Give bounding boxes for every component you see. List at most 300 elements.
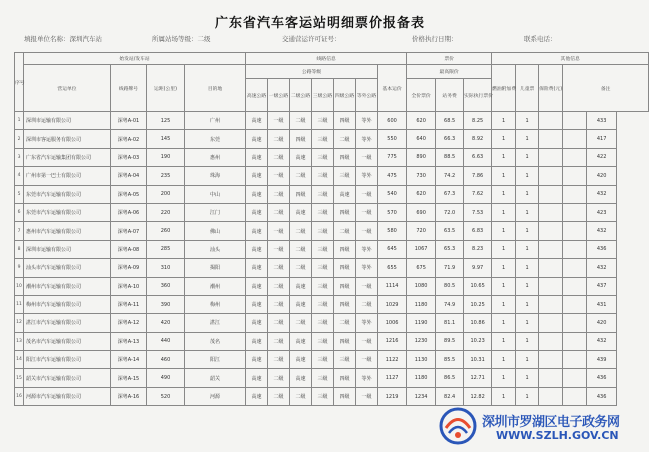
- info-field: 填报单位名称：深圳汽车站: [24, 35, 102, 43]
- row-destination: 韶关: [185, 369, 246, 387]
- row-base: 1219: [378, 387, 407, 405]
- row-road: 二级: [290, 167, 312, 185]
- row-seq: 7: [15, 222, 24, 240]
- table-row: [15, 259, 649, 277]
- row-note: 417: [587, 130, 617, 148]
- row-road: 二级: [290, 387, 312, 405]
- header-other-group: 其他信息: [492, 53, 649, 65]
- row-ins: 1: [516, 203, 539, 221]
- row-price: 1234: [407, 387, 436, 405]
- row-license: 深粤A-04: [111, 167, 147, 185]
- row-road: 三级: [312, 295, 334, 313]
- row-road: 一级: [268, 167, 290, 185]
- row-price: 720: [407, 222, 436, 240]
- row-seq: 15: [15, 369, 24, 387]
- row-blank: [563, 203, 587, 221]
- row-license: 深粤A-08: [111, 240, 147, 258]
- info-field: 所属站场等级：二级: [152, 35, 211, 43]
- row-road: 一级: [268, 222, 290, 240]
- row-child: 1: [492, 240, 516, 258]
- row-base: 1216: [378, 332, 407, 350]
- row-note: 420: [587, 167, 617, 185]
- row-road: 三级: [312, 167, 334, 185]
- row-destination: 汕头: [185, 240, 246, 258]
- table-row: [15, 277, 649, 295]
- row-road: 高速: [246, 222, 268, 240]
- row-road: 高速: [290, 148, 312, 166]
- row-road: 四级: [334, 332, 356, 350]
- row-road: 等外: [356, 112, 378, 130]
- row-road: 高速: [246, 203, 268, 221]
- row-destination: 珠海: [185, 167, 246, 185]
- table-row: [15, 167, 649, 185]
- row-blank: [539, 387, 563, 405]
- row-road: 三级: [312, 203, 334, 221]
- header-base-price: 基本运价: [378, 65, 407, 112]
- row-destination: 东莞: [185, 130, 246, 148]
- header-license: 线路牌号: [111, 65, 147, 112]
- row-road: 等外: [356, 369, 378, 387]
- row-distance: 310: [147, 259, 185, 277]
- row-road: 三级: [312, 148, 334, 166]
- row-distance: 190: [147, 148, 185, 166]
- row-note: 433: [587, 112, 617, 130]
- table-row: [15, 369, 649, 387]
- row-base: 570: [378, 203, 407, 221]
- row-road: 高速: [246, 332, 268, 350]
- header-actual-fare: 实际执行票价: [464, 79, 492, 112]
- row-road: 等外: [356, 167, 378, 185]
- row-fare: 72.0: [436, 203, 464, 221]
- row-destination: 阳江: [185, 351, 246, 369]
- row-oil: 6.63: [464, 148, 492, 166]
- row-blank: [539, 167, 563, 185]
- row-road: 二级: [334, 314, 356, 332]
- row-seq: 16: [15, 387, 24, 405]
- row-distance: 440: [147, 332, 185, 350]
- row-note: 432: [587, 259, 617, 277]
- row-price: 1067: [407, 240, 436, 258]
- row-company: 韶关市汽车运输有限公司: [24, 369, 111, 387]
- row-oil: 12.82: [464, 387, 492, 405]
- row-child: 1: [492, 332, 516, 350]
- header-distance: 运距(公里): [147, 65, 185, 112]
- row-distance: 200: [147, 185, 185, 203]
- row-price: 675: [407, 259, 436, 277]
- header-insurance: 保险费(元): [539, 65, 563, 112]
- row-blank: [539, 203, 563, 221]
- row-ins: 1: [516, 222, 539, 240]
- row-company: 湛江市汽车运输有限公司: [24, 314, 111, 332]
- row-blank: [563, 222, 587, 240]
- row-license: 深粤A-13: [111, 332, 147, 350]
- row-fare: 80.5: [436, 277, 464, 295]
- row-blank: [539, 130, 563, 148]
- row-fare: 88.5: [436, 148, 464, 166]
- row-road: 二级: [268, 185, 290, 203]
- row-base: 1006: [378, 314, 407, 332]
- row-license: 深粤A-07: [111, 222, 147, 240]
- row-road: 二级: [334, 130, 356, 148]
- row-blank: [539, 332, 563, 350]
- row-destination: 梅州: [185, 295, 246, 313]
- row-ins: 1: [516, 369, 539, 387]
- row-blank: [539, 369, 563, 387]
- row-company: 阳江市汽车运输有限公司: [24, 351, 111, 369]
- row-destination: 揭阳: [185, 259, 246, 277]
- row-base: 645: [378, 240, 407, 258]
- row-destination: 茂名: [185, 332, 246, 350]
- row-road: 高速: [246, 112, 268, 130]
- row-road: 二级: [290, 240, 312, 258]
- row-license: 深粤A-05: [111, 185, 147, 203]
- row-oil: 12.71: [464, 369, 492, 387]
- row-price: 690: [407, 203, 436, 221]
- row-child: 1: [492, 185, 516, 203]
- row-road: 四级: [334, 148, 356, 166]
- row-road: 高速: [246, 148, 268, 166]
- page-title: 广东省汽车客运站明细票价报备表: [214, 16, 425, 31]
- header-road-group: 公路等级: [246, 65, 378, 79]
- row-fare: 67.3: [436, 185, 464, 203]
- row-road: 二级: [268, 369, 290, 387]
- table-row: [15, 222, 649, 240]
- row-oil: 10.23: [464, 332, 492, 350]
- row-note: 436: [587, 387, 617, 405]
- row-ins: 1: [516, 351, 539, 369]
- row-road: 三级: [312, 130, 334, 148]
- row-note: 423: [587, 203, 617, 221]
- row-road: 三级: [334, 167, 356, 185]
- header-note: 备注: [563, 65, 649, 112]
- row-road: 四级: [334, 112, 356, 130]
- table-row: [15, 314, 649, 332]
- row-child: 1: [492, 222, 516, 240]
- row-ins: 1: [516, 314, 539, 332]
- row-road: 三级: [312, 332, 334, 350]
- row-ins: 1: [516, 277, 539, 295]
- row-fare: 66.3: [436, 130, 464, 148]
- row-road: 二级: [268, 387, 290, 405]
- row-road: 高速: [246, 351, 268, 369]
- row-seq: 11: [15, 295, 24, 313]
- row-blank: [563, 130, 587, 148]
- row-road: 二级: [290, 314, 312, 332]
- info-field: 交通营运许可证号：: [282, 35, 341, 43]
- row-distance: 490: [147, 369, 185, 387]
- row-license: 深粤A-10: [111, 277, 147, 295]
- row-fare: 82.4: [436, 387, 464, 405]
- row-destination: 潮州: [185, 277, 246, 295]
- row-company: 广东省汽车运输集团有限公司: [24, 148, 111, 166]
- row-company: 河源市汽车运输有限公司: [24, 387, 111, 405]
- row-price: 620: [407, 185, 436, 203]
- row-fare: 74.2: [436, 167, 464, 185]
- row-road: 高速: [290, 295, 312, 313]
- row-company: 潮州市汽车运输有限公司: [24, 277, 111, 295]
- row-price: 1230: [407, 332, 436, 350]
- row-road: 三级: [312, 112, 334, 130]
- row-blank: [563, 259, 587, 277]
- row-road: 一级: [356, 185, 378, 203]
- row-road: 三级: [312, 369, 334, 387]
- row-blank: [563, 351, 587, 369]
- row-distance: 260: [147, 222, 185, 240]
- row-distance: 460: [147, 351, 185, 369]
- row-note: 432: [587, 222, 617, 240]
- row-blank: [563, 295, 587, 313]
- row-seq: 2: [15, 130, 24, 148]
- row-destination: 湛江: [185, 314, 246, 332]
- row-child: 1: [492, 369, 516, 387]
- row-note: 436: [587, 369, 617, 387]
- header-destination: 目的地: [185, 65, 246, 112]
- row-road: 二级: [290, 222, 312, 240]
- row-license: 深粤A-02: [111, 130, 147, 148]
- row-fare: 81.1: [436, 314, 464, 332]
- row-blank: [563, 387, 587, 405]
- row-company: 东莞市汽车运输有限公司: [24, 203, 111, 221]
- row-note: 432: [587, 332, 617, 350]
- table-row: [15, 148, 649, 166]
- row-road: 一级: [356, 351, 378, 369]
- row-road: 二级: [268, 351, 290, 369]
- row-oil: 10.86: [464, 314, 492, 332]
- header-road: 一级公路: [268, 79, 290, 112]
- row-road: 二级: [356, 295, 378, 313]
- row-road: 高速: [246, 387, 268, 405]
- watermark-url: WWW.SZLH.GOV.CN: [496, 429, 619, 442]
- row-base: 600: [378, 112, 407, 130]
- row-road: 二级: [268, 295, 290, 313]
- table-row: [15, 351, 649, 369]
- row-distance: 235: [147, 167, 185, 185]
- row-road: 高速: [246, 369, 268, 387]
- row-road: 四级: [290, 130, 312, 148]
- row-ins: 1: [516, 259, 539, 277]
- row-road: 三级: [312, 314, 334, 332]
- row-blank: [539, 185, 563, 203]
- row-road: 一级: [268, 112, 290, 130]
- header-company: 营运单位: [24, 65, 111, 112]
- row-fare: 65.3: [436, 240, 464, 258]
- row-blank: [563, 148, 587, 166]
- row-price: 890: [407, 148, 436, 166]
- row-distance: 520: [147, 387, 185, 405]
- info-field: 价格执行日期：: [412, 35, 458, 43]
- row-road: 四级: [334, 369, 356, 387]
- row-base: 1114: [378, 277, 407, 295]
- row-road: 高速: [246, 167, 268, 185]
- row-license: 深粤A-01: [111, 112, 147, 130]
- row-blank: [563, 332, 587, 350]
- row-road: 高速: [246, 314, 268, 332]
- row-license: 深粤A-03: [111, 148, 147, 166]
- row-road: 一级: [356, 203, 378, 221]
- watermark-logo: [438, 406, 638, 450]
- row-blank: [563, 185, 587, 203]
- row-ins: 1: [516, 240, 539, 258]
- row-child: 1: [492, 112, 516, 130]
- header-station-fee: 站务费: [436, 79, 464, 112]
- row-license: 深粤A-11: [111, 295, 147, 313]
- row-fare: 85.5: [436, 351, 464, 369]
- row-road: 四级: [334, 387, 356, 405]
- row-road: 等外: [356, 314, 378, 332]
- row-price: 1180: [407, 295, 436, 313]
- row-distance: 220: [147, 203, 185, 221]
- row-road: 三级: [312, 240, 334, 258]
- row-blank: [539, 295, 563, 313]
- table-row: [15, 130, 649, 148]
- row-blank: [563, 167, 587, 185]
- row-fare: 63.5: [436, 222, 464, 240]
- government-emblem-icon: [438, 406, 478, 446]
- row-company: 梅州市汽车运输有限公司: [24, 295, 111, 313]
- row-road: 一级: [356, 222, 378, 240]
- row-road: 一级: [356, 387, 378, 405]
- row-company: 东莞市汽车运输有限公司: [24, 185, 111, 203]
- row-road: 四级: [334, 277, 356, 295]
- row-company: 广州市第一巴士有限公司: [24, 167, 111, 185]
- header-road: 二级公路: [290, 79, 312, 112]
- row-ins: 1: [516, 148, 539, 166]
- row-price: 1190: [407, 314, 436, 332]
- header-oil: 燃油附加费: [492, 65, 516, 112]
- row-base: 1122: [378, 351, 407, 369]
- row-road: 等外: [356, 259, 378, 277]
- table-row: [15, 332, 649, 350]
- row-company: 深圳市运输有限公司: [24, 240, 111, 258]
- row-distance: 285: [147, 240, 185, 258]
- row-license: 深粤A-16: [111, 387, 147, 405]
- row-oil: 6.83: [464, 222, 492, 240]
- row-road: 四级: [334, 295, 356, 313]
- table-row: [15, 185, 649, 203]
- row-blank: [563, 314, 587, 332]
- row-ins: 1: [516, 167, 539, 185]
- row-price: 1180: [407, 369, 436, 387]
- row-ins: 1: [516, 387, 539, 405]
- row-note: 436: [587, 240, 617, 258]
- row-road: 二级: [290, 112, 312, 130]
- row-fare: 89.5: [436, 332, 464, 350]
- row-road: 一级: [356, 277, 378, 295]
- row-seq: 14: [15, 351, 24, 369]
- row-oil: 10.25: [464, 295, 492, 313]
- row-note: 432: [587, 185, 617, 203]
- row-road: 一级: [268, 240, 290, 258]
- row-road: 二级: [268, 259, 290, 277]
- row-base: 540: [378, 185, 407, 203]
- row-destination: 广州: [185, 112, 246, 130]
- row-road: 四级: [290, 185, 312, 203]
- row-blank: [539, 112, 563, 130]
- header-road: 高速公路: [246, 79, 268, 112]
- row-price: 1130: [407, 351, 436, 369]
- row-destination: 佛山: [185, 222, 246, 240]
- row-oil: 8.23: [464, 240, 492, 258]
- row-road: 高速: [290, 203, 312, 221]
- watermark-title: 深圳市罗湖区电子政务网: [482, 415, 620, 430]
- row-road: 二级: [268, 130, 290, 148]
- header-price-sub: 最高限价: [407, 65, 492, 79]
- table-row: [15, 295, 649, 313]
- row-ins: 1: [516, 332, 539, 350]
- row-child: 1: [492, 130, 516, 148]
- row-oil: 9.97: [464, 259, 492, 277]
- row-road: 一级: [356, 148, 378, 166]
- row-road: 四级: [334, 203, 356, 221]
- row-road: 四级: [334, 240, 356, 258]
- row-blank: [539, 259, 563, 277]
- row-child: 1: [492, 167, 516, 185]
- row-road: 四级: [334, 259, 356, 277]
- row-seq: 10: [15, 277, 24, 295]
- row-ins: 1: [516, 295, 539, 313]
- row-oil: 8.25: [464, 112, 492, 130]
- row-fare: 74.9: [436, 295, 464, 313]
- row-license: 深粤A-06: [111, 203, 147, 221]
- row-note: 422: [587, 148, 617, 166]
- row-base: 475: [378, 167, 407, 185]
- report-info-row: [24, 34, 622, 46]
- row-distance: 125: [147, 112, 185, 130]
- table-body: [15, 112, 649, 406]
- header-price-group: 票价: [407, 53, 492, 65]
- row-base: 655: [378, 259, 407, 277]
- row-ins: 1: [516, 112, 539, 130]
- row-base: 1029: [378, 295, 407, 313]
- row-seq: 1: [15, 112, 24, 130]
- row-oil: 7.86: [464, 167, 492, 185]
- row-road: 高速: [246, 240, 268, 258]
- row-note: 420: [587, 314, 617, 332]
- row-destination: 江门: [185, 203, 246, 221]
- row-price: 620: [407, 112, 436, 130]
- row-road: 高速: [290, 369, 312, 387]
- row-road: 三级: [312, 277, 334, 295]
- row-blank: [563, 277, 587, 295]
- row-road: 一级: [356, 332, 378, 350]
- table-row: [15, 387, 649, 405]
- row-seq: 8: [15, 240, 24, 258]
- row-road: 二级: [268, 277, 290, 295]
- row-road: 二级: [290, 259, 312, 277]
- row-road: 等外: [356, 240, 378, 258]
- row-road: 高速: [290, 332, 312, 350]
- row-seq: 12: [15, 314, 24, 332]
- row-license: 深粤A-12: [111, 314, 147, 332]
- row-road: 三级: [312, 387, 334, 405]
- row-company: 汕头市汽车运输有限公司: [24, 259, 111, 277]
- header-road: 三级公路: [312, 79, 334, 112]
- row-child: 1: [492, 351, 516, 369]
- header-route-group: 线路信息: [246, 53, 407, 65]
- row-destination: 惠州: [185, 148, 246, 166]
- row-child: 1: [492, 314, 516, 332]
- fare-table: [14, 52, 649, 406]
- row-base: 775: [378, 148, 407, 166]
- row-distance: 360: [147, 277, 185, 295]
- row-base: 1127: [378, 369, 407, 387]
- row-road: 二级: [268, 148, 290, 166]
- row-road: 高速: [290, 351, 312, 369]
- row-oil: 8.92: [464, 130, 492, 148]
- table-row: [15, 112, 649, 130]
- row-seq: 4: [15, 167, 24, 185]
- row-road: 三级: [312, 185, 334, 203]
